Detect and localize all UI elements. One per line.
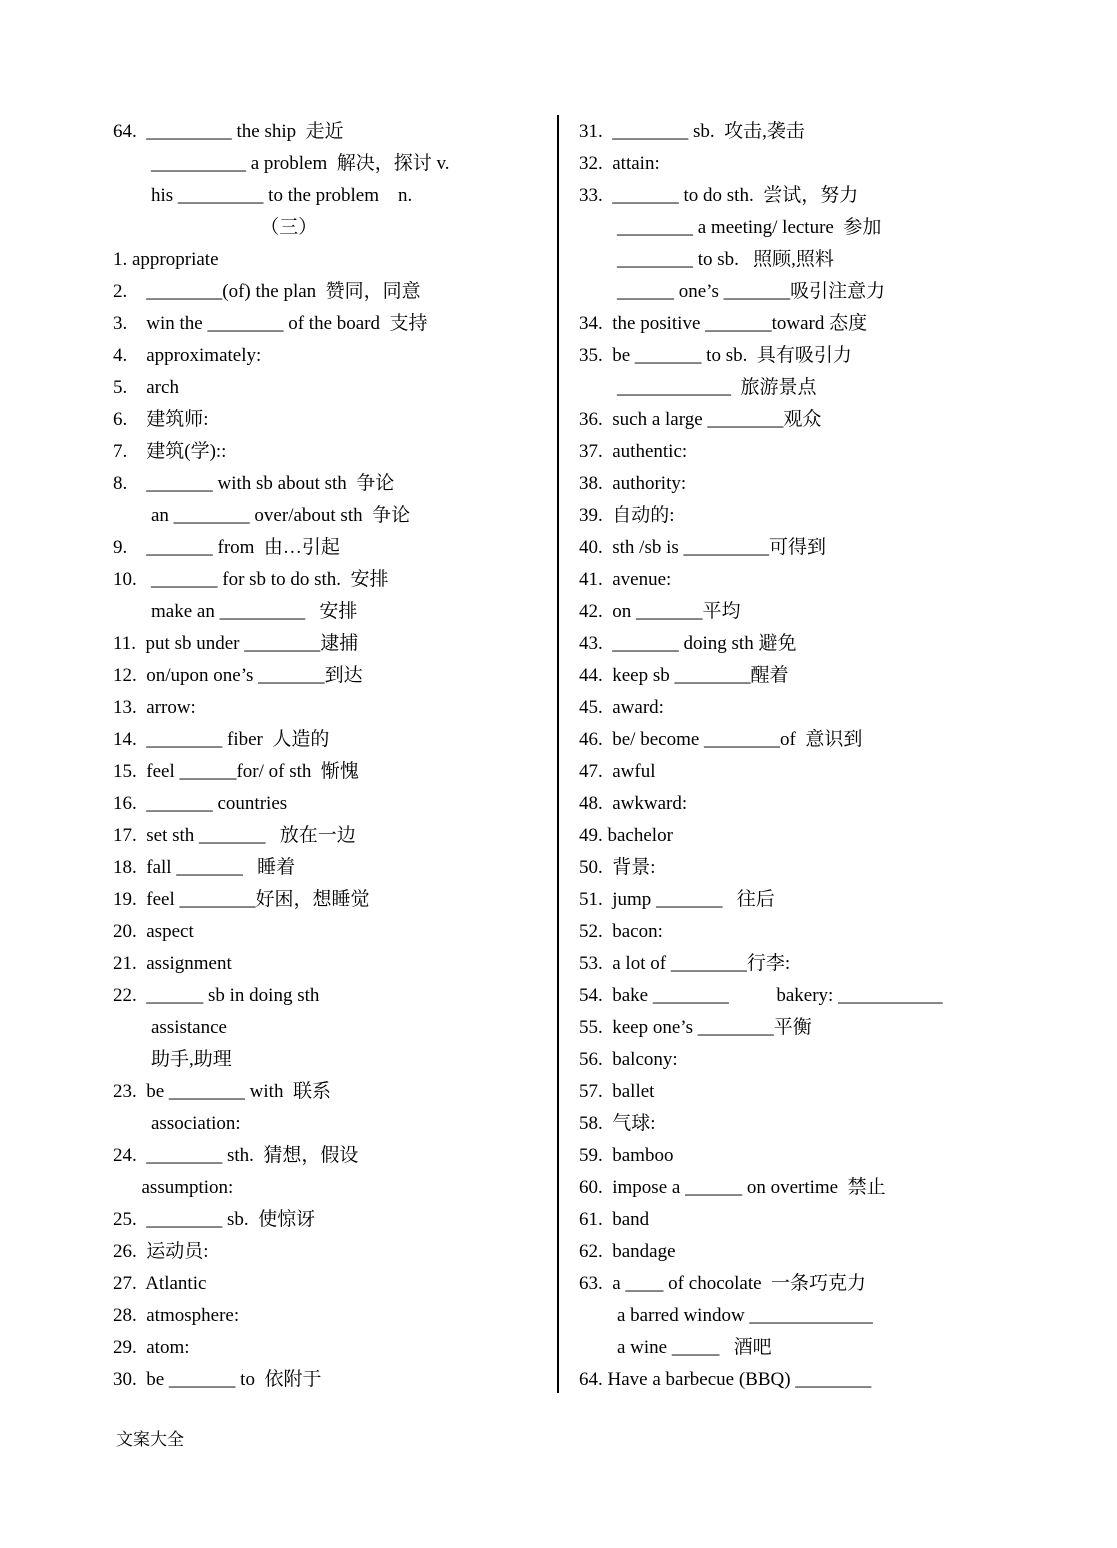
vocab-line: 37. authentic: (579, 441, 688, 462)
vocab-line: 助手,助理 (113, 1049, 232, 1070)
vocab-line: 26. 运动员: (113, 1241, 209, 1262)
vocab-line: 6. 建筑师: (113, 409, 209, 430)
vocab-line: 63. a ____ of chocolate 一条巧克力 (579, 1273, 867, 1294)
vocab-line: 17. set sth _______ 放在一边 (113, 825, 356, 846)
vocab-line: ______ one’s _______吸引注意力 (579, 281, 886, 302)
vocab-line: 24. ________ sth. 猜想，假设 (113, 1145, 359, 1166)
vocab-line: 4. approximately: (113, 345, 262, 366)
vocab-line: assistance (113, 1017, 227, 1038)
vocab-line: 58. 气球: (579, 1113, 656, 1134)
vocab-line: __________ a problem 解决，探讨 v. (113, 153, 450, 174)
vocab-line: 41. avenue: (579, 569, 672, 590)
vocab-line: 57. ballet (579, 1081, 655, 1102)
vocab-line: 22. ______ sb in doing sth (113, 985, 320, 1006)
vocab-line: 39. 自动的: (579, 505, 675, 526)
vocab-line: a barred window _____________ (579, 1305, 873, 1326)
vocab-line: 11. put sb under ________逮捕 (113, 633, 359, 654)
vocab-line: 36. such a large ________观众 (579, 409, 822, 430)
vocab-line: 40. sth /sb is _________可得到 (579, 537, 827, 558)
vocab-line: 61. band (579, 1209, 650, 1230)
vocab-line: 51. jump _______ 往后 (579, 889, 775, 910)
vocab-line: 60. impose a ______ on overtime 禁止 (579, 1177, 886, 1198)
vocab-line: 55. keep one’s ________平衡 (579, 1017, 812, 1038)
vocab-line: 59. bamboo (579, 1145, 674, 1166)
vocab-line: 32. attain: (579, 153, 660, 174)
vocab-line: 30. be _______ to 依附于 (113, 1369, 322, 1390)
vocab-line: 38. authority: (579, 473, 687, 494)
vocab-line: 27. Atlantic (113, 1273, 207, 1294)
vocab-line: 64. _________ the ship 走近 (113, 121, 344, 142)
vocab-line: 47. awful (579, 761, 656, 782)
vocab-line: an ________ over/about sth 争论 (113, 505, 411, 526)
vocab-line: 33. _______ to do sth. 尝试，努力 (579, 185, 859, 206)
vocab-line: 19. feel ________好困，想睡觉 (113, 889, 370, 910)
vocab-line: a wine _____ 酒吧 (579, 1337, 772, 1358)
vocab-line: 8. _______ with sb about sth 争论 (113, 473, 395, 494)
vocab-line: 31. ________ sb. 攻击,袭击 (579, 121, 805, 142)
vocab-line: 15. feel ______for/ of sth 惭愧 (113, 761, 359, 782)
vocab-line: 25. ________ sb. 使惊讶 (113, 1209, 316, 1230)
vocab-line: 64. Have a barbecue (BBQ) ________ (579, 1369, 872, 1390)
vocab-line: 34. the positive _______toward 态度 (579, 313, 868, 334)
vocab-line: 49. bachelor (579, 825, 673, 846)
vocab-line: 42. on _______平均 (579, 601, 741, 622)
vocab-line: 7. 建筑(学):: (113, 441, 227, 462)
vocab-line: 2. ________(of) the plan 赞同，同意 (113, 281, 421, 302)
vocab-line: 52. bacon: (579, 921, 663, 942)
vocab-line: 10. _______ for sb to do sth. 安排 (113, 569, 389, 590)
vocab-line: 45. award: (579, 697, 664, 718)
right-column (579, 116, 999, 1396)
column-divider (557, 115, 559, 1393)
vocab-line: 46. be/ become ________of 意识到 (579, 729, 863, 750)
vocab-line: make an _________ 安排 (113, 601, 358, 622)
vocab-line: association: (113, 1113, 241, 1134)
footer-text: 文案大全 (116, 1430, 184, 1449)
vocab-line: 44. keep sb ________醒着 (579, 665, 789, 686)
vocab-line: 16. _______ countries (113, 793, 288, 814)
vocab-line: 43. _______ doing sth 避免 (579, 633, 797, 654)
vocab-line: 23. be ________ with 联系 (113, 1081, 331, 1102)
vocab-line: 3. win the ________ of the board 支持 (113, 313, 428, 334)
vocab-line: assumption: (113, 1177, 234, 1198)
left-column (113, 116, 553, 1396)
vocab-line: 12. on/upon one’s _______到达 (113, 665, 363, 686)
vocab-line: 13. arrow: (113, 697, 196, 718)
vocab-line: 28. atmosphere: (113, 1305, 240, 1326)
vocab-line: 62. bandage (579, 1241, 676, 1262)
vocab-line: （三） (113, 217, 318, 238)
vocab-line: 35. be _______ to sb. 具有吸引力 (579, 345, 852, 366)
vocab-line: 29. atom: (113, 1337, 190, 1358)
vocab-line: 1. appropriate (113, 249, 219, 270)
vocab-line: ________ to sb. 照顾,照料 (579, 249, 834, 270)
vocab-line: 48. awkward: (579, 793, 688, 814)
vocab-line: his _________ to the problem n. (113, 185, 413, 206)
vocab-line: 56. balcony: (579, 1049, 678, 1070)
vocab-line: ____________ 旅游景点 (579, 377, 817, 398)
vocab-line: 5. arch (113, 377, 179, 398)
vocab-line: 53. a lot of ________行李: (579, 953, 791, 974)
vocab-line: 50. 背景: (579, 857, 656, 878)
vocab-line: 18. fall _______ 睡着 (113, 857, 296, 878)
vocab-line: 14. ________ fiber 人造的 (113, 729, 330, 750)
vocab-line: ________ a meeting/ lecture 参加 (579, 217, 882, 238)
vocab-line: 21. assignment (113, 953, 232, 974)
vocab-line: 20. aspect (113, 921, 194, 942)
vocab-line: 54. bake ________ bakery: ___________ (579, 985, 943, 1006)
vocab-line: 9. _______ from 由…引起 (113, 537, 340, 558)
